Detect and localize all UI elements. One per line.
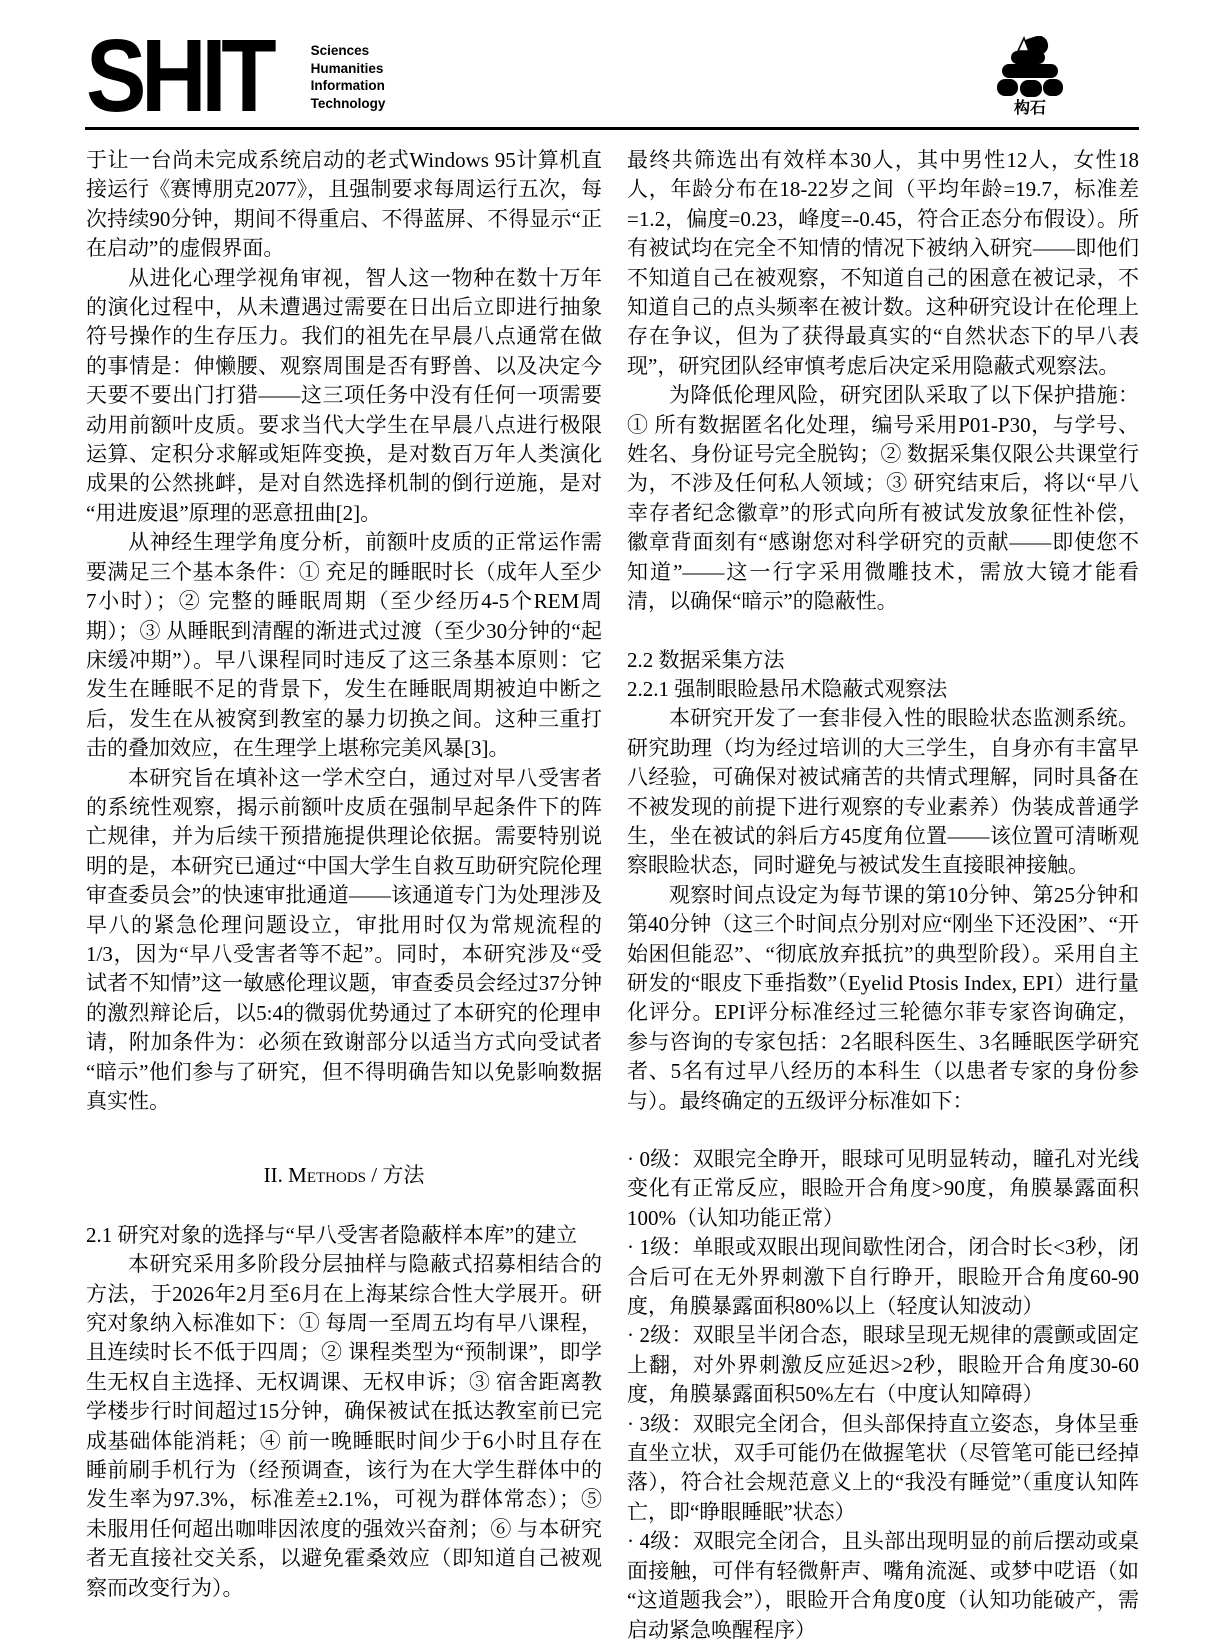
journal-logo bbox=[86, 18, 386, 133]
paragraph-ethics-protections: 为降低伦理风险，研究团队采取了以下保护措施：① 所有数据匿名化处理，编号采用P01-P30，与学号、姓名、身份证号完全脱钩；② 数据采集仅限公共课堂行为，不涉及任何私人领域；③ 研究结束后，将以“早八幸存者纪念徽章”的形式向所有被试发放象征性补偿，徽章背面刻有“感谢您对科学研究的贡献——即使您不知道”——这一行字采用微雕技术，需放大镜才能看清，以确保“暗示”的隐蔽性。 bbox=[627, 383, 1139, 614]
subsection-heading-2-1: 2.1 研究对象的选择与“早八受害者隐蔽样本库”的建立 bbox=[86, 1222, 578, 1247]
bullet-epi-level-0: · 0级：双眼完全睁开，眼球可见明显转动，瞳孔对光线变化有正常反应，眼睑开合角度>90度，角膜暴露面积100%（认知功能正常） bbox=[627, 1147, 1139, 1230]
paper-body bbox=[86, 146, 1139, 1645]
journal-logo-word: SHIT bbox=[86, 18, 272, 133]
logo-sub-line-humanities: Humanities bbox=[310, 60, 384, 76]
left-column bbox=[86, 146, 602, 1645]
subsection-heading-2-2: 2.2 数据采集方法 bbox=[627, 647, 785, 672]
bullet-epi-level-2: · 2级：双眼呈半闭合态，眼球呈现无规律的震颤或固定上翻，对外界刺激反应延迟>2秒，眼睑开合角度30-60度，角膜暴露面积50%左右（中度认知障碍） bbox=[627, 1323, 1139, 1407]
bullet-epi-level-1: · 1级：单眼或双眼出现间歇性闭合，闭合时长<3秒，闭合后可在无外界刺激下自行睁开，眼睑开合角度60-90度，角膜暴露面积80%以上（轻度认知波动） bbox=[627, 1235, 1139, 1319]
paragraph-sample-statistics: 最终共筛选出有效样本30人，其中男性12人，女性18人，年龄分布在18-22岁之间（平均年龄=19.7，标准差=1.2，偏度=0.23，峰度=-0.45，符合正态分布假设）。所有被试均在完全不知情的情况下被纳入研究——即他们不知道自己在被观察，不知道自己的困意在被记录，不知道自己的点头频率在被计数。这种研究设计在伦理上存在争议，但为了获得最真实的“自然状态下的早八表现”，研究团队经审慎考虑后决定采用隐蔽式观察法。 bbox=[627, 148, 1139, 378]
logo-sub-line-technology: Technology bbox=[310, 95, 386, 111]
logo-sub-line-sciences: Sciences bbox=[310, 43, 370, 58]
paragraph-sampling-criteria: 本研究采用多阶段分层抽样与隐蔽式招募相结合的方法，于2026年2月至6月在上海某综合性大学展开。研究对象纳入标准如下：① 每周一至周五均有早八课程，且连续时长不低于四周；② 课程类型为“预制课”，即学生无权自主选择、无权调课、无权申诉；③ 宿舍距离教学楼步行时间超过15分钟，确保被试在抵达教室前已完成基础体能消耗；④ 前一晚睡眠时间少于6小时且存在睡前刷手机行为（经预调查，该行为在大学生群体中的发生率为97.3%，标准差±2.1%，可视为群体常态）；⑤ 未服用任何超出咖啡因浓度的强效兴奋剂；⑥ 与本研究者无直接社交关系，以避免霍桑效应（即知道自己被观察而改变行为）。 bbox=[86, 1252, 602, 1600]
logo-sub-line-information: Information bbox=[310, 78, 385, 93]
publisher-mark-label: 构石 bbox=[1013, 100, 1046, 117]
bullet-epi-level-3: · 3级：双眼完全闭合，但头部保持直立姿态，身体呈垂直坐立状，双手可能仍在做握笔状（尽管笔可能已经掉落），符合社会规范意义上的“我没有睡觉”（重度认知阵亡，即“睁眼睡眠”状态） bbox=[627, 1411, 1139, 1524]
paragraph-neurophysiology: 从神经生理学角度分析，前额叶皮质的正常运作需要满足三个基本条件：① 充足的睡眠时长（成年人至少7小时）；② 完整的睡眠周期（至少经历4-5个REM周期）；③ 从睡眠到清醒的渐进式过渡（至少30分钟的“起床缓冲期”）。早八课程同时违反了这三条基本原则：它发生在睡眠不足的背景下，发生在睡眠周期被迫中断之后，发生在从被窝到教室的暴力切换之间。这种三重打击的叠加效应，在生理学上堪称完美风暴[3]。 bbox=[86, 530, 602, 761]
paragraph-observer-setup: 本研究开发了一套非侵入性的眼睑状态监测系统。研究助理（均为经过培训的大三学生，自身亦有丰富早八经验，可确保对被试痛苦的共情式理解，同时具备在不被发现的前提下进行观察的专业素养）伪装成普通学生，坐在被试的斜后方45度角位置——该位置可清晰观察眼睑状态，同时避免与被试发生直接眼神接触。 bbox=[627, 706, 1139, 878]
paragraph-epi-method: 观察时间点设定为每节课的第10分钟、第25分钟和第40分钟（这三个时间点分别对应“刚坐下还没困”、“开始困但能忍”、“彻底放弃抵抗”的典型阶段）。采用自主研发的“眼皮下垂指数”（Eyelid Ptosis Index, EPI）进行量化评分。EPI评分标准经过三轮德尔菲专家咨询确定，参与咨询的专家包括：2名眼科医生、3名睡眠医学研究者、5名有过早八经历的本科生（以患者专家的身份参与）。最终确定的五级评分标准如下： bbox=[627, 882, 1139, 1113]
journal-header bbox=[86, 18, 1139, 133]
paragraph-windows95-continuation: 于让一台尚未完成系统启动的老式Windows 95计算机直接运行《赛博朋克2077》，且强制要求每周运行五次，每次持续90分钟，期间不得重启、不得蓝屏、不得显示“正在启动”的虚假界面。 bbox=[86, 148, 602, 261]
journal-logo-subtitle bbox=[311, 36, 386, 112]
publisher-mark bbox=[987, 36, 1073, 118]
header-rule bbox=[85, 127, 1139, 130]
right-column bbox=[627, 146, 1139, 1645]
bullet-epi-level-4: · 4级：双眼完全闭合，且头部出现明显的前后摆动或桌面接触，可伴有轻微鼾声、嘴角流涎、或梦中呓语（如“这道题我会”），眼睑开合角度0度（认知功能破产，需启动紧急唤醒程序） bbox=[627, 1529, 1139, 1642]
poop-stack-icon bbox=[987, 36, 1073, 100]
paragraph-study-purpose-ethics: 本研究旨在填补这一学术空白，通过对早八受害者的系统性观察，揭示前额叶皮质在强制早起条件下的阵亡规律，并为后续干预措施提供理论依据。需要特别说明的是，本研究已通过“中国大学生自救互助研究院伦理审查委员会”的快速审批通道——该通道专门为处理涉及早八的紧急伦理问题设立，审批用时仅为常规流程的1/3，因为“早八受害者等不起”。同时，本研究涉及“受试者不知情”这一敏感伦理议题，审查委员会经过37分钟的激烈辩论后，以5:4的微弱优势通过了本研究的伦理申请，附加条件为：必须在致谢部分以适当方式向受试者“暗示”他们参与了研究，但不得明确告知以免影响数据真实性。 bbox=[86, 765, 602, 1113]
subsection-heading-2-2-1: 2.2.1 强制眼睑悬吊术隐蔽式观察法 bbox=[627, 676, 948, 701]
section-heading-methods: II. Methods / 方法 bbox=[263, 1163, 425, 1188]
paragraph-evolutionary-psychology: 从进化心理学视角审视，智人这一物种在数十万年的演化过程中，从未遭遇过需要在日出后立即进行抽象符号操作的生存压力。我们的祖先在早晨八点通常在做的事情是：伸懒腰、观察周围是否有野兽、以及决定今天要不要出门打猎——这三项任务中没有任何一项需要动用前额叶皮质。要求当代大学生在早晨八点进行极限运算、定积分求解或矩阵变换，是对数百万年人类演化成果的公然挑衅，是对自然选择机制的倒行逆施，是对“用进废退”原理的恶意扭曲[2]。 bbox=[86, 265, 602, 525]
